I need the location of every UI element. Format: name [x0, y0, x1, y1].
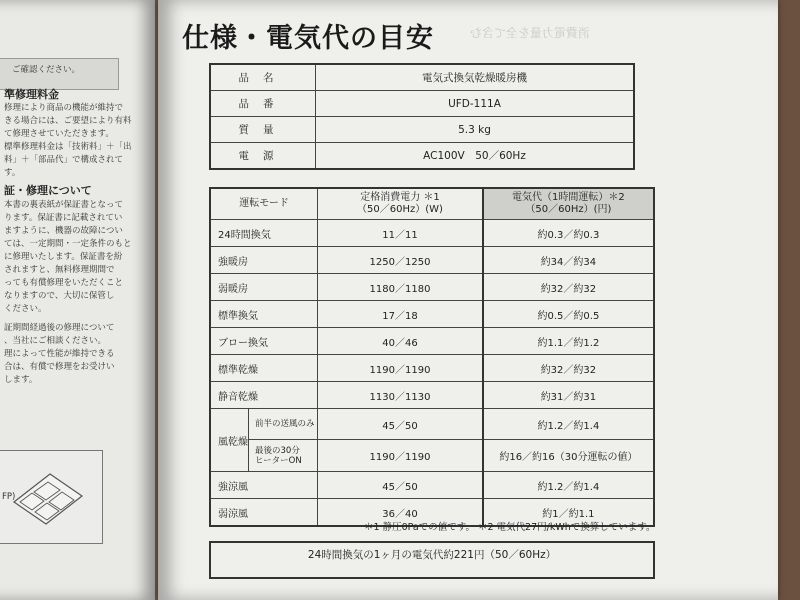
left-text-line: ますように、機器の故障につい [4, 226, 123, 236]
mode-cell: 強暖房 [210, 247, 318, 274]
mode-cell: 強涼風 [210, 472, 318, 499]
left-text-line: に修理いたします。保証書を紛 [4, 252, 123, 262]
spec-value: 5.3 kg [316, 117, 635, 143]
left-text-line: っても有償修理をいただくこと [4, 278, 124, 288]
table-row [210, 301, 654, 328]
power-cell: 17／18 [318, 301, 483, 328]
power-cell: 1190／1190 [318, 355, 483, 382]
cost-cell: 約1.2／約1.4 [483, 472, 654, 499]
left-text-line: 標準修理料金は「技術料」＋「出 [4, 142, 132, 152]
mode-group-label: 風乾燥 [211, 409, 249, 471]
table-row [210, 382, 654, 409]
table-row [210, 355, 654, 382]
spec-label: 質量 [210, 117, 316, 143]
spec-label: 品名 [210, 64, 316, 91]
mode-cell: 標準乾燥 [210, 355, 318, 382]
footnotes: ＊1 静圧0Paでの値です。 ＊2 電気代27円/kWhで換算しています。 [364, 522, 656, 533]
table-row [210, 274, 654, 301]
left-text-line: ります。保証書に記載されてい [4, 213, 123, 223]
mode-cell: 弱暖房 [210, 274, 318, 301]
left-text-line: ては、一定期間・一定条件のもと [4, 239, 132, 249]
header-power [318, 188, 483, 220]
spec-table [209, 63, 635, 170]
power-cell: 1250／1250 [318, 247, 483, 274]
cost-cell: 約31／約31 [483, 382, 654, 409]
left-text-line: します。 [4, 375, 38, 385]
left-text-line: 本書の裏表紙が保証書となって [4, 200, 124, 210]
table-row [210, 64, 634, 91]
bleed-through-text: 消費電力量を全て含む [470, 26, 591, 40]
page-title: 仕様・電気代の目安 [182, 23, 434, 54]
cost-cell: 約32／約32 [483, 355, 654, 382]
header-cost-line1: 電気代（1時間運転）＊2 [512, 192, 625, 203]
left-text-line: きる場合には、ご要望により有料 [4, 116, 132, 126]
power-cell: 45／50 [318, 472, 483, 499]
mode-cell: 弱涼風 [210, 499, 318, 527]
monthly-cost-box [209, 541, 655, 579]
left-text-line: て修理させていただきます。 [4, 129, 114, 139]
left-text-line: ください。 [4, 304, 47, 314]
power-cell: 36／40 [318, 499, 483, 527]
left-text-line: なりますので、大切に保管し [4, 291, 115, 301]
table-row [210, 91, 634, 117]
left-text-line: 修理により商品の機能が維持で [4, 103, 124, 113]
cost-cell: 約16／約16（30分運転の値） [483, 440, 654, 472]
left-heading: 準修理料金 [4, 88, 59, 101]
mode-sub-label: 前半の送風のみ [249, 409, 317, 440]
power-cell: 1130／1130 [318, 382, 483, 409]
table-row [210, 472, 654, 499]
table-header-row [210, 188, 654, 220]
left-text-line: ご確認ください。 [12, 65, 81, 75]
left-text-line: 料」＋「部品代」で構成されて [4, 155, 124, 165]
left-text-line: 、当社にご相談ください。 [4, 336, 107, 346]
spec-label: 品番 [210, 91, 316, 117]
cost-cell: 約1.1／約1.2 [483, 328, 654, 355]
spec-value: 電気式換気乾燥暖房機 [316, 64, 635, 91]
mode-cell: ブロー換気 [210, 328, 318, 355]
header-mode: 運転モード [210, 188, 318, 220]
cost-cell: 約0.3／約0.3 [483, 220, 654, 247]
mode-cell-group [210, 409, 318, 472]
table-row [210, 220, 654, 247]
spec-value: UFD-111A [316, 91, 635, 117]
left-heading: 証・修理について [4, 184, 92, 197]
filter-illustration [10, 470, 86, 528]
left-text-line: 証期間経過後の修理について [4, 323, 115, 333]
header-power-line2: （50／60Hz）(W) [357, 204, 443, 215]
left-text-line: 理によって性能が維持できる [4, 349, 115, 359]
left-page [0, 0, 155, 600]
cost-cell: 約34／約34 [483, 247, 654, 274]
power-cell: 11／11 [318, 220, 483, 247]
table-row [210, 409, 654, 440]
left-text-line: されますと、無料修理期間で [4, 265, 115, 275]
left-text-line: す。 [4, 168, 21, 178]
table-row [210, 247, 654, 274]
spec-label: 電源 [210, 143, 316, 170]
mode-sub-label-2 [249, 440, 317, 471]
header-cost-line2: （50／60Hz）(円) [525, 204, 612, 215]
table-row [210, 328, 654, 355]
mode-sub-label-line: 最後の30分 [255, 445, 300, 456]
cost-cell: 約32／約32 [483, 274, 654, 301]
mode-cell: 標準換気 [210, 301, 318, 328]
left-text-line: 合は、有償で修理をお受けい [4, 362, 115, 372]
power-cell: 1180／1180 [318, 274, 483, 301]
power-cell: 45／50 [318, 409, 483, 440]
header-cost [483, 188, 654, 220]
cost-cell: 約0.5／約0.5 [483, 301, 654, 328]
monthly-cost-text: 24時間換気の1ヶ月の電気代約221円（50／60Hz） [307, 548, 557, 561]
table-row [210, 143, 634, 170]
cost-cell: 約1／約1.1 [483, 499, 654, 527]
table-row [210, 117, 634, 143]
mode-cell: 24時間換気 [210, 220, 318, 247]
left-text-line: FP) [2, 492, 16, 502]
spec-value: AC100V 50／60Hz [316, 143, 635, 170]
cost-cell: 約1.2／約1.4 [483, 409, 654, 440]
mode-cell: 静音乾燥 [210, 382, 318, 409]
power-cell: 1190／1190 [318, 440, 483, 472]
mode-sub-label-line: ヒーターON [255, 455, 302, 466]
header-power-line1: 定格消費電力 ＊1 [360, 192, 440, 203]
power-cell: 40／46 [318, 328, 483, 355]
power-cost-table [209, 187, 655, 527]
